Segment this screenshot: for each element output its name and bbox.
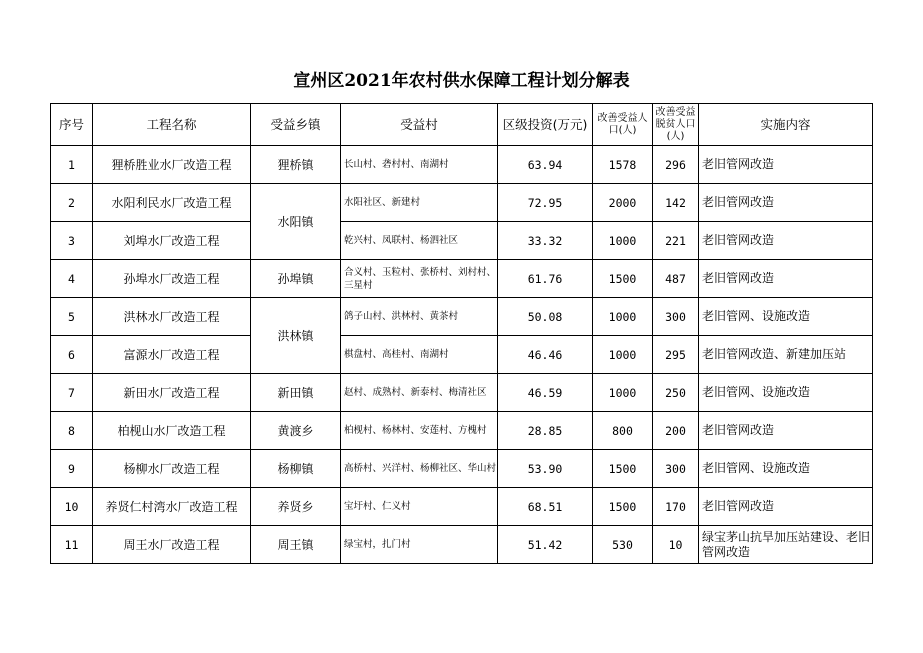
cell-content: 老旧管网、设施改造 bbox=[699, 374, 873, 412]
cell-investment: 53.90 bbox=[498, 450, 593, 488]
cell-content: 老旧管网改造 bbox=[699, 146, 873, 184]
cell-project: 养贤仁村湾水厂改造工程 bbox=[93, 488, 251, 526]
header-villages: 受益村 bbox=[341, 104, 498, 146]
cell-villages: 柏枧村、杨林村、安莲村、方槐村 bbox=[341, 412, 498, 450]
cell-content: 老旧管网、设施改造 bbox=[699, 450, 873, 488]
table-row bbox=[51, 336, 873, 374]
cell-pop: 1000 bbox=[593, 298, 653, 336]
header-seq: 序号 bbox=[51, 104, 93, 146]
cell-poor-pop: 10 bbox=[653, 526, 699, 564]
cell-investment: 68.51 bbox=[498, 488, 593, 526]
cell-seq: 1 bbox=[51, 146, 93, 184]
cell-town: 周王镇 bbox=[251, 526, 341, 564]
cell-seq: 6 bbox=[51, 336, 93, 374]
cell-investment: 28.85 bbox=[498, 412, 593, 450]
cell-town: 水阳镇 bbox=[251, 184, 341, 260]
cell-investment: 33.32 bbox=[498, 222, 593, 260]
cell-project: 狸桥胜业水厂改造工程 bbox=[93, 146, 251, 184]
cell-poor-pop: 487 bbox=[653, 260, 699, 298]
cell-villages: 高桥村、兴洋村、杨柳社区、华山村 bbox=[341, 450, 498, 488]
cell-pop: 1500 bbox=[593, 488, 653, 526]
cell-content: 绿宝茅山抗旱加压站建设、老旧管网改造 bbox=[699, 526, 873, 564]
cell-seq: 2 bbox=[51, 184, 93, 222]
cell-town: 洪林镇 bbox=[251, 298, 341, 374]
cell-pop: 1500 bbox=[593, 260, 653, 298]
header-town: 受益乡镇 bbox=[251, 104, 341, 146]
cell-poor-pop: 200 bbox=[653, 412, 699, 450]
cell-villages: 棋盘村、高桂村、南湖村 bbox=[341, 336, 498, 374]
cell-town: 狸桥镇 bbox=[251, 146, 341, 184]
cell-town: 孙埠镇 bbox=[251, 260, 341, 298]
cell-seq: 5 bbox=[51, 298, 93, 336]
cell-seq: 8 bbox=[51, 412, 93, 450]
table-row bbox=[51, 146, 873, 184]
cell-villages: 宝圩村、仁义村 bbox=[341, 488, 498, 526]
cell-poor-pop: 250 bbox=[653, 374, 699, 412]
cell-seq: 4 bbox=[51, 260, 93, 298]
header-project: 工程名称 bbox=[93, 104, 251, 146]
header-row bbox=[51, 104, 873, 146]
cell-pop: 1500 bbox=[593, 450, 653, 488]
cell-pop: 530 bbox=[593, 526, 653, 564]
table-row bbox=[51, 184, 873, 222]
header-pop: 改善受益人口(人) bbox=[593, 104, 653, 146]
plan-table bbox=[50, 103, 873, 564]
cell-content: 老旧管网改造 bbox=[699, 184, 873, 222]
cell-pop: 800 bbox=[593, 412, 653, 450]
cell-project: 杨柳水厂改造工程 bbox=[93, 450, 251, 488]
cell-town: 养贤乡 bbox=[251, 488, 341, 526]
cell-villages: 合义村、玉粒村、张桥村、刘村村、三星村 bbox=[341, 260, 498, 298]
cell-project: 刘埠水厂改造工程 bbox=[93, 222, 251, 260]
table-row bbox=[51, 526, 873, 564]
cell-investment: 46.46 bbox=[498, 336, 593, 374]
page-title: 宣州区2021年农村供水保障工程计划分解表 bbox=[293, 71, 630, 91]
cell-content: 老旧管网改造 bbox=[699, 412, 873, 450]
cell-poor-pop: 170 bbox=[653, 488, 699, 526]
table-row bbox=[51, 412, 873, 450]
cell-content: 老旧管网改造、新建加压站 bbox=[699, 336, 873, 374]
cell-pop: 2000 bbox=[593, 184, 653, 222]
cell-project: 孙埠水厂改造工程 bbox=[93, 260, 251, 298]
cell-villages: 长山村、砻村村、南湖村 bbox=[341, 146, 498, 184]
cell-project: 新田水厂改造工程 bbox=[93, 374, 251, 412]
cell-investment: 50.08 bbox=[498, 298, 593, 336]
cell-poor-pop: 142 bbox=[653, 184, 699, 222]
header-poor-pop: 改善受益脱贫人口(人) bbox=[653, 104, 699, 146]
cell-project: 柏枧山水厂改造工程 bbox=[93, 412, 251, 450]
table-row bbox=[51, 374, 873, 412]
table-row bbox=[51, 260, 873, 298]
cell-investment: 61.76 bbox=[498, 260, 593, 298]
cell-town: 黄渡乡 bbox=[251, 412, 341, 450]
cell-content: 老旧管网改造 bbox=[699, 260, 873, 298]
table-row bbox=[51, 222, 873, 260]
cell-project: 洪林水厂改造工程 bbox=[93, 298, 251, 336]
table-row bbox=[51, 488, 873, 526]
cell-seq: 7 bbox=[51, 374, 93, 412]
cell-content: 老旧管网改造 bbox=[699, 222, 873, 260]
cell-poor-pop: 300 bbox=[653, 450, 699, 488]
cell-pop: 1000 bbox=[593, 374, 653, 412]
cell-town: 杨柳镇 bbox=[251, 450, 341, 488]
cell-villages: 水阳社区、新建村 bbox=[341, 184, 498, 222]
cell-villages: 鸽子山村、洪林村、黄茶村 bbox=[341, 298, 498, 336]
cell-poor-pop: 295 bbox=[653, 336, 699, 374]
cell-project: 富源水厂改造工程 bbox=[93, 336, 251, 374]
cell-pop: 1000 bbox=[593, 336, 653, 374]
cell-poor-pop: 296 bbox=[653, 146, 699, 184]
cell-content: 老旧管网、设施改造 bbox=[699, 298, 873, 336]
cell-poor-pop: 221 bbox=[653, 222, 699, 260]
header-investment: 区级投资(万元) bbox=[498, 104, 593, 146]
cell-content: 老旧管网改造 bbox=[699, 488, 873, 526]
cell-investment: 72.95 bbox=[498, 184, 593, 222]
header-content: 实施内容 bbox=[699, 104, 873, 146]
cell-villages: 赵村、成熟村、新泰村、梅清社区 bbox=[341, 374, 498, 412]
cell-seq: 10 bbox=[51, 488, 93, 526]
cell-villages: 绿宝村，扎门村 bbox=[341, 526, 498, 564]
cell-pop: 1000 bbox=[593, 222, 653, 260]
cell-project: 水阳利民水厂改造工程 bbox=[93, 184, 251, 222]
cell-pop: 1578 bbox=[593, 146, 653, 184]
cell-investment: 46.59 bbox=[498, 374, 593, 412]
cell-seq: 9 bbox=[51, 450, 93, 488]
cell-investment: 51.42 bbox=[498, 526, 593, 564]
cell-seq: 3 bbox=[51, 222, 93, 260]
cell-project: 周王水厂改造工程 bbox=[93, 526, 251, 564]
cell-poor-pop: 300 bbox=[653, 298, 699, 336]
table-row bbox=[51, 298, 873, 336]
cell-villages: 乾兴村、凤联村、杨泗社区 bbox=[341, 222, 498, 260]
cell-town: 新田镇 bbox=[251, 374, 341, 412]
cell-seq: 11 bbox=[51, 526, 93, 564]
table-row bbox=[51, 450, 873, 488]
cell-investment: 63.94 bbox=[498, 146, 593, 184]
